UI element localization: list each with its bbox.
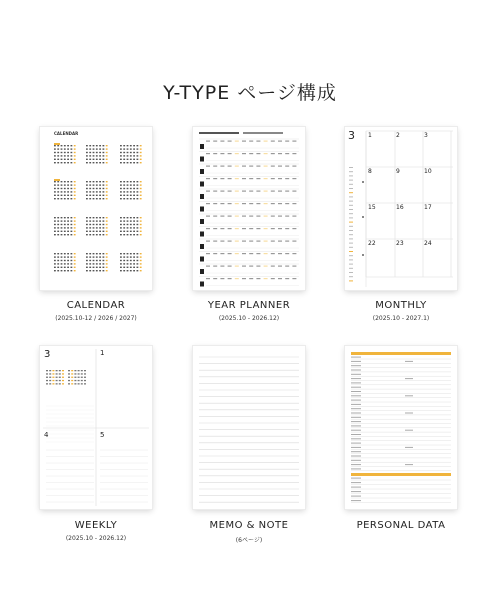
weekly-grid xyxy=(40,346,152,509)
calendar-heading: CALENDAR xyxy=(54,131,79,136)
monthly-date: 9 xyxy=(396,168,400,175)
monthly-date: 10 xyxy=(424,168,432,175)
monthly-month-number: 3 xyxy=(348,129,355,142)
memo-note-range: (6ページ) xyxy=(235,537,263,544)
memo-note-page-thumbnail xyxy=(193,346,305,509)
memo-note-label: MEMO & NOTE xyxy=(209,520,289,531)
weekly-label: WEEKLY xyxy=(74,520,118,531)
weekly-range: (2025.10 - 2026.12) xyxy=(65,535,127,542)
monthly-date: 24 xyxy=(424,240,432,247)
monthly-page-thumbnail xyxy=(345,127,457,290)
monthly-date: 8 xyxy=(368,168,372,175)
weekly-day-number: 1 xyxy=(100,349,105,357)
personal-data-page-thumbnail xyxy=(345,346,457,509)
year-planner-page-thumbnail xyxy=(193,127,305,290)
year-planner-grid xyxy=(193,127,305,290)
page-title: Y-TYPE ページ構成 xyxy=(163,82,337,104)
monthly-date: 2 xyxy=(396,132,400,139)
monthly-label: MONTHLY xyxy=(375,300,427,311)
weekly-day-number: 4 xyxy=(44,431,49,439)
calendar-range: (2025.10-12 / 2026 / 2027) xyxy=(55,315,137,322)
calendar-label: CALENDAR xyxy=(66,300,126,311)
monthly-date: 17 xyxy=(424,204,432,211)
year-planner-label: YEAR PLANNER xyxy=(207,300,291,311)
personal-data-form xyxy=(345,346,457,509)
monthly-date: 22 xyxy=(368,240,376,247)
monthly-date: 23 xyxy=(396,240,404,247)
calendar-grid xyxy=(40,127,152,290)
weekly-day-number: 5 xyxy=(100,431,105,439)
monthly-date: 1 xyxy=(368,132,372,139)
monthly-date: 15 xyxy=(368,204,376,211)
calendar-page-thumbnail xyxy=(40,127,152,290)
memo-lines xyxy=(193,346,305,509)
year-planner-range: (2025.10 - 2026.12) xyxy=(218,315,280,322)
weekly-day-number: 3 xyxy=(44,349,51,360)
monthly-range: (2025.10 - 2027.1) xyxy=(372,315,430,322)
weekly-page-thumbnail xyxy=(40,346,152,509)
monthly-date: 16 xyxy=(396,204,404,211)
personal-data-label: PERSONAL DATA xyxy=(356,520,446,531)
monthly-date: 3 xyxy=(424,132,428,139)
